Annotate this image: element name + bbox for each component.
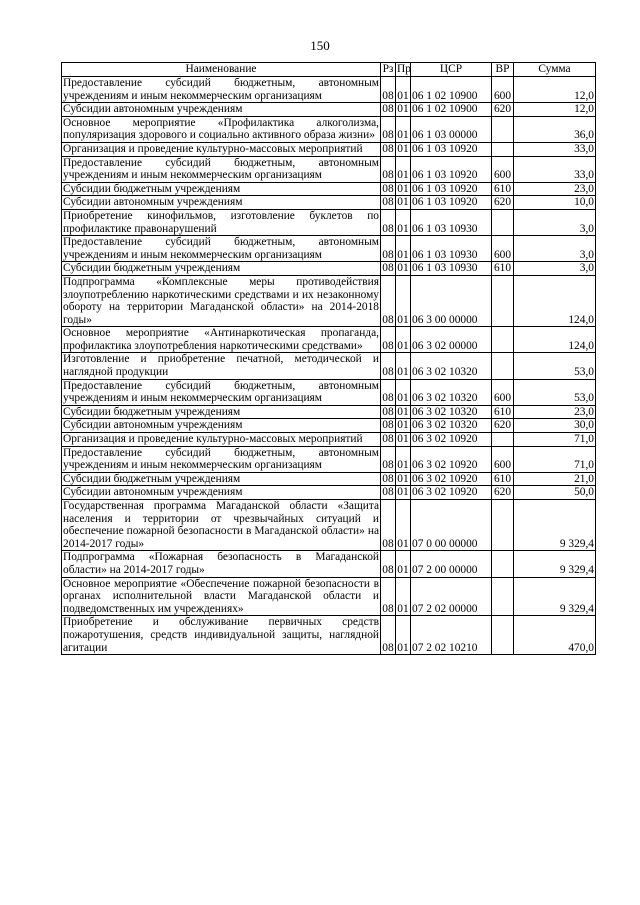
cell-rz: 08: [381, 379, 396, 405]
cell-pr: 01: [397, 182, 409, 195]
cell-sum: 124,0: [514, 275, 596, 326]
cell-name: Субсидии автономным учреждениям: [62, 196, 381, 210]
cell-sum: 124,0: [514, 327, 596, 353]
cell-vr: [492, 209, 514, 235]
cell-rz: 08: [382, 142, 394, 155]
table-row: [62, 419, 596, 433]
table-row: [62, 446, 596, 472]
cell-csr: 06 1 03 10920: [411, 142, 492, 156]
table-row: [62, 379, 596, 405]
cell-name: Основное мероприятие «Антинаркотическая пропаганда, профилактика злоупотребления наркотическими средствами»: [63, 327, 379, 352]
cell-name: Подпрограмма «Пожарная безопасность в Магаданской области» на 2014-2017 годы»: [63, 551, 379, 576]
table-row: [62, 142, 596, 156]
cell-name: Субсидии автономным учреждениям: [62, 486, 381, 500]
cell-sum: 9 329,4: [514, 577, 596, 616]
page-number: 150: [310, 38, 330, 53]
cell-csr: 06 1 03 10920: [411, 196, 492, 210]
cell-pr: 01: [396, 353, 411, 379]
cell-vr: 620: [492, 486, 514, 500]
cell-sum: 33,0: [514, 142, 596, 156]
cell-sum: 3,0: [514, 209, 596, 235]
cell-pr: 01: [396, 379, 411, 405]
cell-sum: 71,0: [514, 433, 596, 447]
cell-name: Организация и проведение культурно-массовых мероприятий: [62, 433, 381, 447]
cell-pr: 01: [397, 433, 409, 446]
cell-rz: 08: [382, 405, 394, 418]
cell-pr: 01: [397, 419, 409, 432]
cell-csr: 06 3 02 10320: [411, 353, 492, 379]
cell-pr: 01: [396, 209, 411, 235]
cell-pr: 01: [397, 196, 409, 209]
header-pr: Пр: [397, 63, 411, 76]
cell-name: Основное мероприятие «Профилактика алкоголизма, популяризация здорового и социально активного образа жизни»: [63, 116, 379, 142]
cell-pr: 01: [397, 486, 409, 499]
cell-rz: 08: [381, 327, 396, 353]
cell-rz: 08: [381, 446, 396, 472]
table-row: [62, 196, 596, 210]
table-row: [62, 116, 596, 142]
cell-csr: 06 3 02 10920: [411, 486, 492, 500]
cell-name: Организация и проведение культурно-массовых мероприятий: [62, 142, 381, 156]
cell-sum: 21,0: [514, 472, 596, 486]
table-row: [62, 103, 596, 117]
cell-csr: 07 0 00 00000: [411, 500, 492, 551]
budget-table: [61, 62, 596, 655]
cell-csr: 07 2 00 00000: [411, 551, 492, 577]
cell-rz: 08: [381, 209, 396, 235]
cell-vr: 610: [492, 472, 514, 486]
cell-rz: 08: [382, 262, 394, 275]
cell-name: Предоставление субсидий бюджетным, автономным учреждениям и иным некоммерческим организациям: [63, 236, 379, 261]
cell-vr: [492, 551, 514, 577]
cell-csr: 06 1 02 10900: [411, 77, 492, 103]
cell-csr: 06 3 02 10320: [411, 405, 492, 419]
cell-rz: 08: [381, 577, 396, 616]
cell-sum: 71,0: [514, 446, 596, 472]
cell-rz: 08: [382, 472, 394, 485]
cell-rz: 08: [382, 486, 394, 499]
cell-pr: 01: [396, 77, 411, 103]
table-row: [62, 551, 596, 577]
table-row: [62, 405, 596, 419]
cell-vr: 610: [492, 262, 514, 276]
cell-vr: [492, 500, 514, 551]
cell-pr: 01: [396, 116, 411, 142]
cell-sum: 3,0: [514, 262, 596, 276]
table-row: [62, 182, 596, 196]
cell-csr: 06 3 02 10920: [411, 446, 492, 472]
cell-name: Предоставление субсидий бюджетным, автономным учреждениям и иным некоммерческим организациям: [63, 379, 379, 405]
table-row: [62, 472, 596, 486]
cell-vr: [492, 353, 514, 379]
table-row: [62, 353, 596, 379]
table-row: [62, 486, 596, 500]
cell-rz: 08: [381, 156, 396, 182]
cell-sum: 9 329,4: [514, 500, 596, 551]
cell-sum: 23,0: [514, 182, 596, 196]
cell-name: Подпрограмма «Комплексные меры противодействия злоупотреблению наркотическими средствами и их незаконному обороту на территории Магаданской области» на 2014-2018 годы»: [63, 275, 379, 326]
table-row: [62, 327, 596, 353]
cell-pr: 01: [397, 262, 409, 275]
cell-name: Субсидии автономным учреждениям: [62, 419, 381, 433]
table-row: [62, 209, 596, 235]
table-row: [62, 500, 596, 551]
cell-vr: 600: [492, 236, 514, 262]
cell-rz: 08: [381, 275, 396, 326]
cell-sum: 9 329,4: [514, 551, 596, 577]
cell-csr: 06 1 03 10930: [411, 209, 492, 235]
cell-name: Предоставление субсидий бюджетным, автономным учреждениям и иным некоммерческим организациям: [63, 446, 379, 472]
cell-name: Субсидии бюджетным учреждениям: [62, 405, 381, 419]
cell-name: Предоставление субсидий бюджетным, автономным учреждениям и иным некоммерческим организациям: [63, 77, 379, 102]
cell-sum: 3,0: [514, 236, 596, 262]
cell-sum: 23,0: [514, 405, 596, 419]
header-vr: ВР: [492, 63, 514, 77]
cell-csr: 06 1 03 10930: [411, 262, 492, 276]
cell-vr: [492, 275, 514, 326]
cell-pr: 01: [396, 500, 411, 551]
cell-pr: 01: [397, 472, 409, 485]
cell-vr: [492, 116, 514, 142]
header-name: Наименование: [62, 63, 381, 77]
cell-sum: 12,0: [514, 77, 596, 103]
cell-csr: 06 1 03 10920: [411, 156, 492, 182]
cell-csr: 06 1 03 00000: [411, 116, 492, 142]
table-body: [62, 77, 596, 655]
cell-sum: 53,0: [514, 353, 596, 379]
cell-vr: 600: [492, 77, 514, 103]
cell-rz: 08: [382, 182, 394, 195]
cell-pr: 01: [397, 103, 409, 116]
cell-csr: 06 3 02 10320: [411, 379, 492, 405]
cell-name: Субсидии бюджетным учреждениям: [62, 472, 381, 486]
cell-pr: 01: [396, 616, 411, 655]
cell-csr: 06 3 02 10920: [411, 433, 492, 447]
cell-pr: 01: [397, 405, 409, 418]
cell-pr: 01: [396, 275, 411, 326]
cell-name: Государственная программа Магаданской области «Защита населения и территории от чрезвычайных ситуаций и обеспечение пожарной безопасности в Магаданской области» на 2014-2017 годы»: [63, 500, 379, 550]
cell-name: Субсидии бюджетным учреждениям: [62, 182, 381, 196]
cell-name: Приобретение кинофильмов, изготовление буклетов по профилактике правонарушений: [63, 209, 379, 235]
cell-csr: 06 3 00 00000: [411, 275, 492, 326]
cell-vr: 620: [492, 419, 514, 433]
cell-rz: 08: [381, 500, 396, 551]
cell-rz: 08: [382, 419, 394, 432]
cell-rz: 08: [381, 551, 396, 577]
cell-name: Предоставление субсидий бюджетным, автономным учреждениям и иным некоммерческим организациям: [63, 156, 379, 182]
cell-vr: 620: [492, 103, 514, 117]
cell-csr: 06 3 02 10320: [411, 419, 492, 433]
cell-sum: 50,0: [514, 486, 596, 500]
cell-rz: 08: [382, 103, 394, 116]
cell-rz: 08: [381, 353, 396, 379]
table-row: [62, 616, 596, 655]
cell-sum: 30,0: [514, 419, 596, 433]
cell-rz: 08: [381, 236, 396, 262]
table-row: [62, 236, 596, 262]
cell-rz: 08: [382, 196, 394, 209]
cell-rz: 08: [381, 616, 396, 655]
cell-csr: 06 1 02 10900: [411, 103, 492, 117]
cell-name: Основное мероприятие «Обеспечение пожарной безопасности в органах исполнительной власти Магаданской области и подведомственных им учреждениях»: [63, 577, 379, 615]
cell-name: Приобретение и обслуживание первичных средств пожаротушения, средств индивидуальной защиты, наглядной агитации: [63, 616, 379, 654]
cell-rz: 08: [381, 77, 396, 103]
cell-vr: [492, 327, 514, 353]
cell-vr: 620: [492, 196, 514, 210]
table-row: [62, 275, 596, 326]
table-row: [62, 262, 596, 276]
cell-csr: 07 2 02 10210: [411, 616, 492, 655]
cell-pr: 01: [396, 327, 411, 353]
cell-pr: 01: [396, 236, 411, 262]
cell-pr: 01: [396, 446, 411, 472]
cell-pr: 01: [396, 156, 411, 182]
cell-sum: 36,0: [514, 116, 596, 142]
cell-sum: 33,0: [514, 156, 596, 182]
cell-pr: 01: [397, 142, 409, 155]
cell-vr: [492, 616, 514, 655]
cell-sum: 470,0: [514, 616, 596, 655]
cell-vr: [492, 433, 514, 447]
cell-rz: 08: [381, 116, 396, 142]
header-sum: Сумма: [514, 63, 596, 77]
cell-sum: 53,0: [514, 379, 596, 405]
cell-csr: 07 2 02 00000: [411, 577, 492, 616]
cell-csr: 06 3 02 10920: [411, 472, 492, 486]
table-row: [62, 77, 596, 103]
cell-rz: 08: [382, 433, 394, 446]
cell-vr: 610: [492, 405, 514, 419]
cell-csr: 06 1 03 10930: [411, 236, 492, 262]
cell-sum: 12,0: [514, 103, 596, 117]
cell-vr: 610: [492, 182, 514, 196]
cell-vr: 600: [492, 156, 514, 182]
cell-vr: 600: [492, 379, 514, 405]
cell-csr: 06 3 02 00000: [411, 327, 492, 353]
cell-vr: [492, 142, 514, 156]
cell-name: Изготовление и приобретение печатной, методической и наглядной продукции: [63, 353, 379, 379]
cell-name: Субсидии автономным учреждениям: [62, 103, 381, 117]
cell-pr: 01: [396, 577, 411, 616]
table-row: [62, 156, 596, 182]
header-rz: Рз: [381, 63, 396, 77]
header-csr: ЦСР: [411, 63, 492, 77]
cell-sum: 10,0: [514, 196, 596, 210]
table-row: [62, 433, 596, 447]
cell-vr: [492, 577, 514, 616]
cell-pr: 01: [396, 551, 411, 577]
cell-name: Субсидии бюджетным учреждениям: [62, 262, 381, 276]
table-header-row: [62, 63, 596, 77]
cell-csr: 06 1 03 10920: [411, 182, 492, 196]
cell-vr: 600: [492, 446, 514, 472]
table-row: [62, 577, 596, 616]
